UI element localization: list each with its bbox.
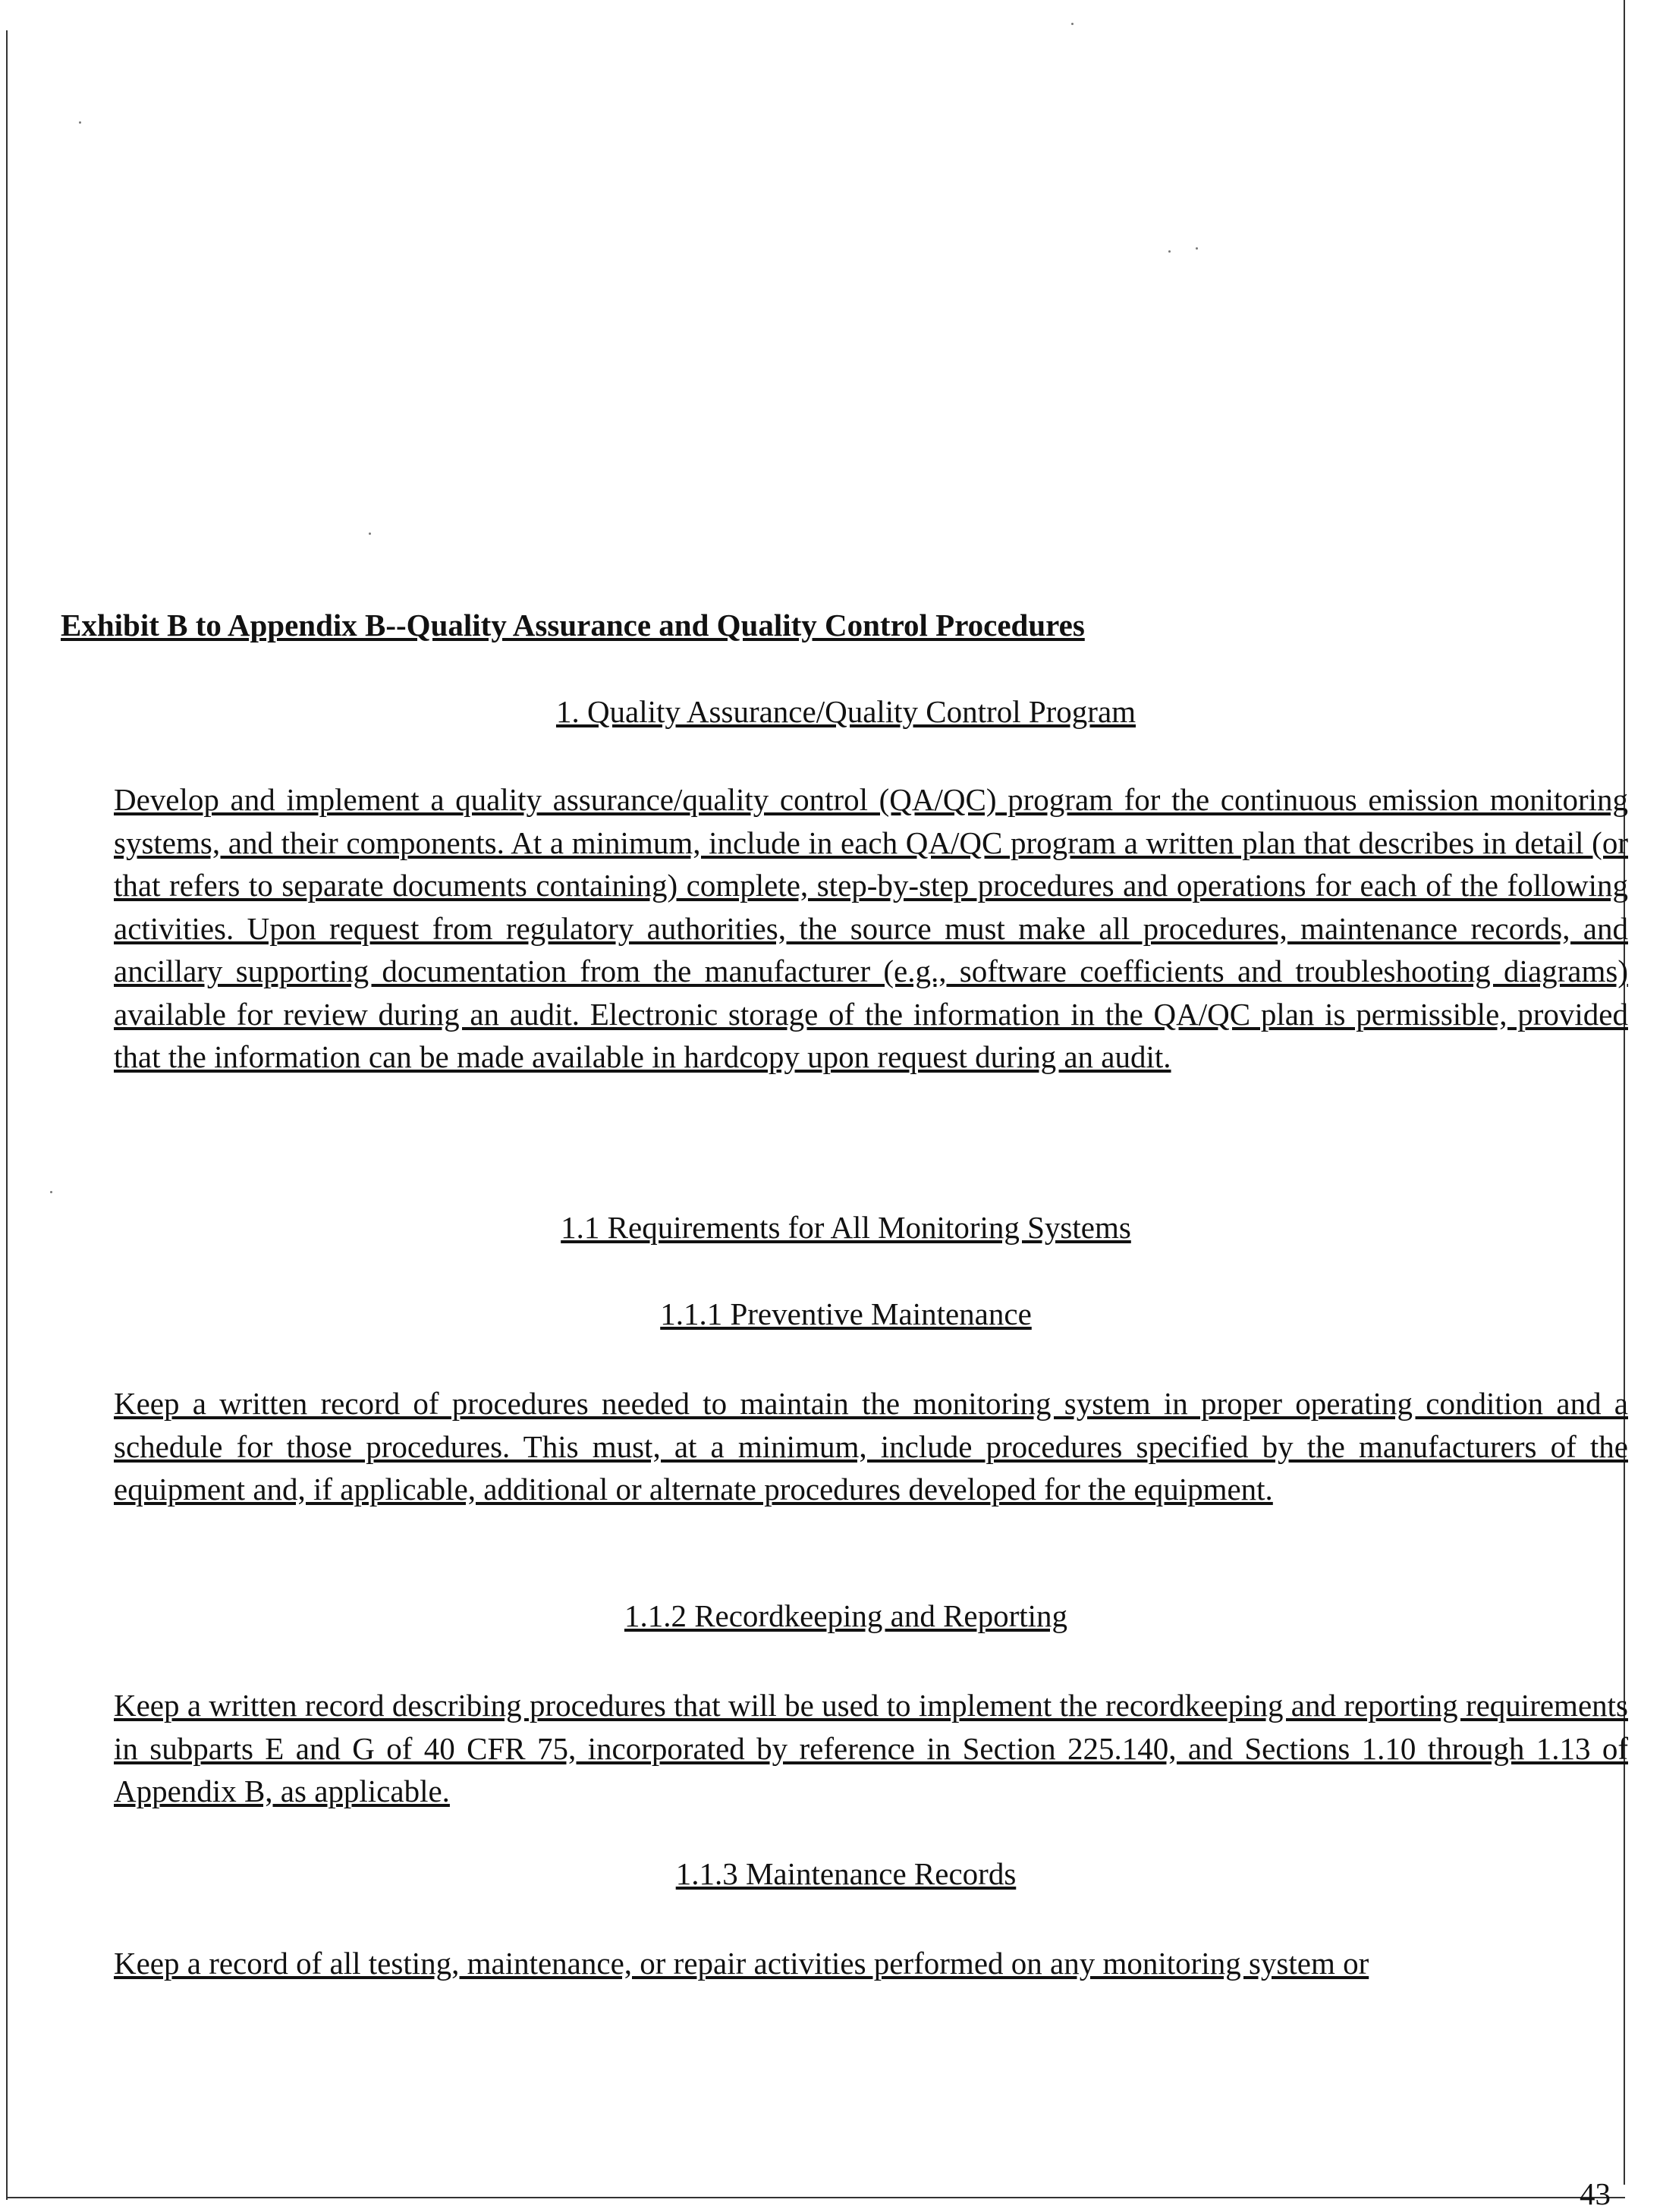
scan-speck xyxy=(1071,23,1074,25)
page-border-right xyxy=(1624,0,1625,2185)
section-heading-maintenance-records: 1.1.3 Maintenance Records xyxy=(675,1856,1017,1891)
page-number: 43 xyxy=(1580,2176,1611,2211)
page-border-left xyxy=(6,30,8,2200)
section-heading-requirements: 1.1 Requirements for All Monitoring Systems xyxy=(561,1210,1131,1245)
scan-speck xyxy=(79,121,81,124)
section-heading-recordkeeping: 1.1.2 Recordkeeping and Reporting xyxy=(624,1598,1068,1633)
scan-speck xyxy=(369,533,371,535)
section-heading-preventive-maintenance: 1.1.1 Preventive Maintenance xyxy=(660,1296,1032,1331)
section-body-preventive-maintenance: Keep a written record of procedures needed to maintain the monitoring system in proper operating condition and a schedule for those procedures. This must, at a minimum, include procedures specified by the manufacturers of the equipment and, if applicable, additional or alternate procedures developed for the equipment. xyxy=(114,1386,1628,1507)
scan-speck xyxy=(50,1191,52,1193)
section-body-maintenance-records: Keep a record of all testing, maintenance, or repair activities performed on any monitoring system or xyxy=(114,1946,1369,1981)
section-body-qa-qc-program: Develop and implement a quality assurance/quality control (QA/QC) program for the continuous emission monitoring systems, and their components. At a minimum, include in each QA/QC program a written plan that describes in detail (or that refers to separate documents containing) complete, step-by-step procedures and operations for each of the following activities. Upon request from regulatory authorities, the source must make all procedures, maintenance records, and ancillary supporting documentation from the manufacturer (e.g., software coefficients and troubleshooting diagrams) available for review during an audit. Electronic storage of the information in the QA/QC plan is permissible, provided that the information can be made available in hardcopy upon request during an audit. xyxy=(114,782,1628,1074)
page-border-bottom xyxy=(6,2197,1625,2198)
scan-speck xyxy=(1196,247,1198,250)
section-heading-qa-qc-program: 1. Quality Assurance/Quality Control Program xyxy=(555,694,1136,729)
section-body-recordkeeping: Keep a written record describing procedures that will be used to implement the recordkeeping and reporting requirements in subparts E and G of 40 CFR 75, incorporated by reference in Section 225.140, and Sections 1.10 through 1.13 of Appendix B, as applicable. xyxy=(114,1688,1628,1808)
document-title: Exhibit B to Appendix B--Quality Assurance and Quality Control Procedures xyxy=(61,608,1085,643)
scan-speck xyxy=(1168,250,1171,253)
